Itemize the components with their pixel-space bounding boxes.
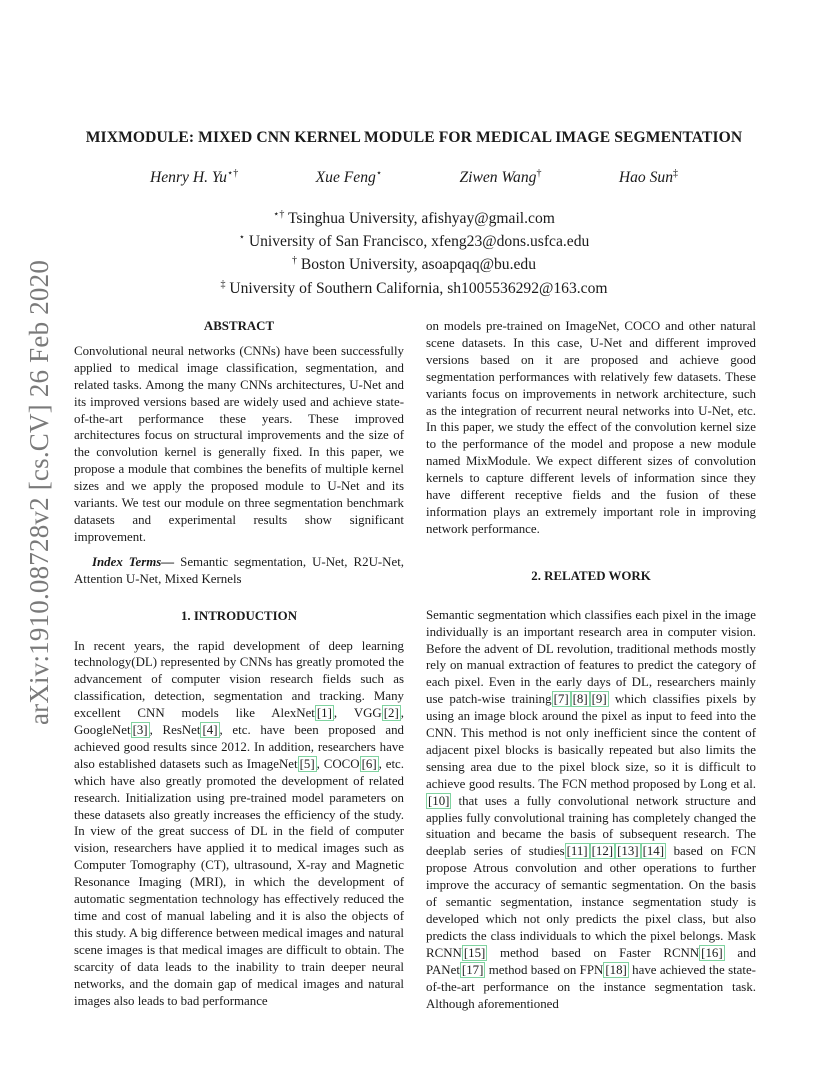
citation-link[interactable]: [10] [428,793,450,808]
citation-link[interactable]: [2] [383,706,399,721]
affiliation: ⋆† Tsinghua University, afishyay@gmail.com [273,209,555,228]
arxiv-identifier [22,259,58,725]
citation-link[interactable]: [18] [605,962,627,977]
citation-link[interactable]: [9] [591,692,607,707]
author: Hao Sun‡ [618,168,678,187]
abstract-heading: ABSTRACT [203,319,275,333]
author: Xue Feng⋆ [315,168,383,187]
citation-link[interactable]: [7] [553,692,569,707]
citation-link[interactable]: [16] [701,945,723,960]
abstract-text: Convolutional neural networks (CNNs) have been successfully applied to medical image classification, segmentation, and related tasks. Among the many CNNs architectures, U-Net and its improved versions based are widely used and achieve state-of-the-art performance these years. These improved architectures focus on structural improvements and the size of the convolution kernel is generally fixed. In this paper, we propose a module that combines the benefits of multiple kernel sizes and we apply the proposed module to U-Net and its variants. We test our module on three segmentation benchmark datasets and experimental results show significant improvement. [74,343,404,544]
index-terms [74,554,404,588]
affiliations [100,205,728,298]
intro-continued: on models pre-trained on ImageNet, COCO and other natural scene datasets. In this case, U-Net and different improved versions based on it are proposed and achieve good segmentation performances with relatively few datasets. These variants focus on improvements in network architecture, such as the integration of recurrent neural networks into U-Net, etc. In this paper, we study the effect of the convolution kernel size to the performance of the model and propose a new module named MixModule. We expect different sizes of convolution kernels to capture different levels of information since they have different receptive fields and the fusion of these information plays an extremely important role in improving network performance. [426,319,756,536]
citation-link[interactable]: [1] [316,706,332,721]
citation-link[interactable]: [13] [617,844,639,859]
citation-link[interactable]: [12] [591,844,614,859]
intro-paragraph: In recent years, the rapid development of deep learning technology(DL) represented by CNNs has greatly promoted the advancement of computer vision research fields such as classification, detection, segmentation and tracking. Many excellent CNN models like AlexNet [1] , VGG [2] , GoogleNet [3] , ResNet [4] , etc. have been proposed and achieved good results since 2012. In addition, researchers have also established datasets such as ImageNet [5] , COCO [6] , etc. which have also greatly promoted the development of related research. Initialization using pre-trained model parameters on these datasets also greatly increases the efficiency of the study. In view of the great success of DL in the field of computer vision, researchers have applied it to medical images such as Computer Tomography (CT), ultrasound, X-ray and Magnetic Resonance Imaging (MRI), in which the development of automatic segmentation technology has effectively reduced the time and cost of manual labeling and it is also the objects of this study. A big difference between medical images and natural scene images is that medical images are difficult to obtain. The scarcity of data leads to the inability to train deeper neural networks, and the domain gap of medical images and natural images also leads to bad performance [74,638,405,1008]
affiliation: ‡ University of Southern California, sh1005536292@163.com [220,278,608,297]
related-heading: 2. RELATED WORK [531,568,651,583]
index-terms-label: Index Terms— [92,554,175,569]
affiliation: ⋆ University of San Francisco, xfeng23@dons.usfca.edu [238,232,590,251]
index-terms-text: Semantic segmentation, U-Net, R2U-Net, Attention U-Net, Mixed Kernels [74,554,405,586]
citation-link[interactable]: [4] [202,723,218,738]
arxiv-id-text: arXiv:1910.08728v2 [cs.CV] 26 Feb 2020 [24,259,55,725]
citation-link[interactable]: [6] [361,756,377,771]
author: Henry H. Yu⋆† [150,168,239,187]
affiliation: † Boston University, asoapqaq@bu.edu [292,255,536,274]
author: Ziwen Wang† [459,168,542,187]
citation-link[interactable]: [14] [642,844,665,859]
citation-link[interactable]: [5] [299,756,315,771]
citation-link[interactable]: [3] [132,723,148,738]
citation-link[interactable]: [15] [463,945,486,960]
right-column [426,318,756,1012]
related-paragraph: Semantic segmentation which classifies each pixel in the image individually is an important research area in computer vision. Before the advent of DL revolution, traditional methods mostly rely on manual extraction of features to predict the category of each pixel. Even in the early days of DL, researchers mainly use patch-wise training [7] [8] [9] which classifies pixels by using an image block around the pixel as input to feed into the CNN. This method is not only inefficient since the content of adjacent pixel blocks is basically repeated but also limits the sensing area due to the pixel block size, so it is difficult to achieve good results. The FCN method proposed by Long et al.[10] that uses a fully convolutional network structure and applies fully convolutional training has completely changed the situation and became the basis of subsequent research. The deeplab series of studies [11] [12] [13] [14] based on FCN propose Atrous convolution and other operations to further improve the accuracy of semantic segmentation. On the basis of semantic segmentation, instance segmentation study is developed which not only predicts the pixel class, but also predicts the class individuals to which the pixel belongs. Mask RCNN [15] method based on Faster RCNN [16] and PANet [17] method based on FPN [18] have achieved the state-of-the-art performance on the instance segmentation task. Although aforementioned [426,607,757,1011]
intro-heading: 1. INTRODUCTION [180,608,298,623]
left-column [74,318,404,1009]
citation-link[interactable]: [8] [572,692,588,707]
paper-title: MIXMODULE: MIXED CNN KERNEL MODULE FOR MEDICAL IMAGE SEGMENTATION [85,129,743,146]
citation-link[interactable]: [11] [566,844,588,859]
author-list [150,168,678,187]
citation-link[interactable]: [17] [461,962,484,977]
